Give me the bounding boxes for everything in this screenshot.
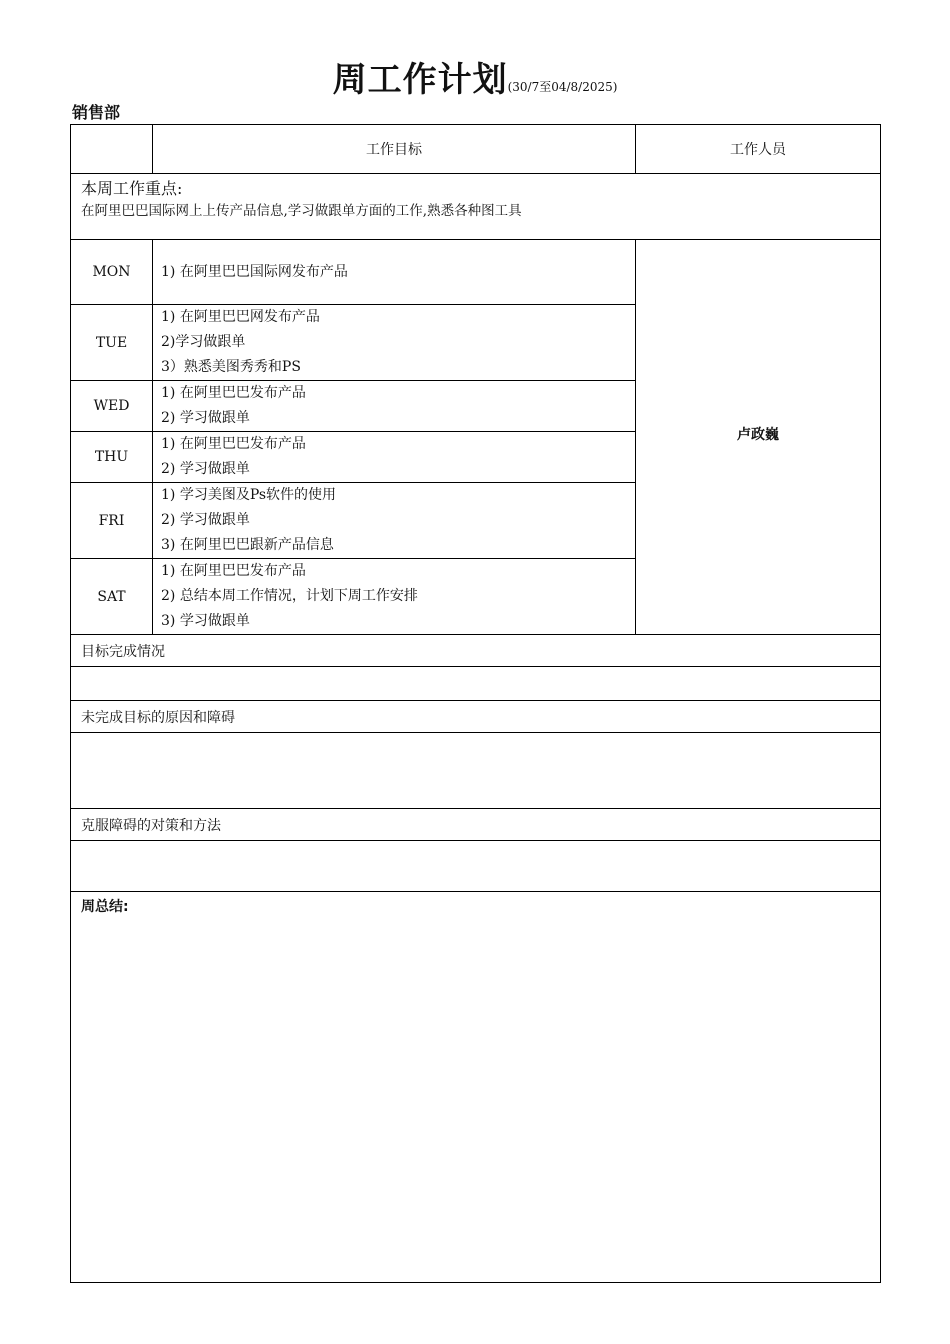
- weekly-focus-cell: [71, 174, 881, 240]
- day-tasks: [153, 432, 636, 483]
- countermeasures-content: [71, 841, 881, 892]
- department-label: 销售部: [72, 103, 121, 122]
- day-label: SAT: [71, 559, 153, 635]
- task-item: 1) 在阿里巴巴发布产品: [161, 436, 306, 452]
- task-item: 2) 学习做跟单: [161, 461, 250, 477]
- reasons-content-row: [71, 733, 881, 809]
- day-tasks: [153, 240, 636, 305]
- day-label: TUE: [71, 305, 153, 381]
- summary-row: [71, 892, 881, 1283]
- day-label: WED: [71, 381, 153, 432]
- reasons-row: [71, 701, 881, 733]
- col-goal-header: 工作目标: [153, 125, 636, 174]
- task-item: 2)学习做跟单: [161, 334, 246, 350]
- page-title-area: [0, 52, 950, 101]
- weekly-plan-table: [70, 124, 881, 1283]
- task-item: 3) 学习做跟单: [161, 613, 250, 629]
- staff-name: 卢政巍: [636, 240, 881, 635]
- weekly-focus-row: [71, 174, 881, 240]
- page-title: 周工作计划: [332, 60, 508, 100]
- task-item: 3) 在阿里巴巴跟新产品信息: [161, 537, 334, 553]
- day-tasks: [153, 381, 636, 432]
- task-item: 1) 在阿里巴巴发布产品: [161, 563, 306, 579]
- col-staff-header: 工作人员: [636, 125, 881, 174]
- countermeasures-content-row: [71, 841, 881, 892]
- table-header-row: [71, 125, 881, 174]
- weekly-focus-text: 在阿里巴巴国际网上上传产品信息,学习做跟单方面的工作,熟悉各种图工具: [81, 203, 522, 219]
- day-tasks: [153, 305, 636, 381]
- countermeasures-label: 克服障碍的对策和方法: [71, 809, 881, 841]
- countermeasures-row: [71, 809, 881, 841]
- task-item: 1) 学习美图及Ps软件的使用: [161, 487, 337, 503]
- task-item: 2) 学习做跟单: [161, 410, 250, 426]
- day-tasks: [153, 559, 636, 635]
- date-range: (30/7至04/8/2025): [507, 80, 618, 94]
- goal-status-content-row: [71, 667, 881, 701]
- summary-label: 周总结:: [71, 892, 881, 1283]
- day-row-mon: [71, 240, 881, 305]
- reasons-label: 未完成目标的原因和障碍: [71, 701, 881, 733]
- goal-status-label: 目标完成情况: [71, 635, 881, 667]
- day-label: THU: [71, 432, 153, 483]
- task-item: 1) 在阿里巴巴网发布产品: [161, 309, 320, 325]
- task-item: 3）熟悉美图秀秀和PS: [161, 359, 301, 375]
- goal-status-content: [71, 667, 881, 701]
- goal-status-row: [71, 635, 881, 667]
- reasons-content: [71, 733, 881, 809]
- day-label: MON: [71, 240, 153, 305]
- weekly-focus-label: 本周工作重点:: [81, 179, 183, 198]
- task-item: 2) 总结本周工作情况，计划下周工作安排: [161, 588, 418, 604]
- day-tasks: [153, 483, 636, 559]
- task-item: 2) 学习做跟单: [161, 512, 250, 528]
- header-blank-cell: [71, 125, 153, 174]
- task-item: 1) 在阿里巴巴国际网发布产品: [161, 263, 348, 280]
- task-item: 1) 在阿里巴巴发布产品: [161, 385, 306, 401]
- day-label: FRI: [71, 483, 153, 559]
